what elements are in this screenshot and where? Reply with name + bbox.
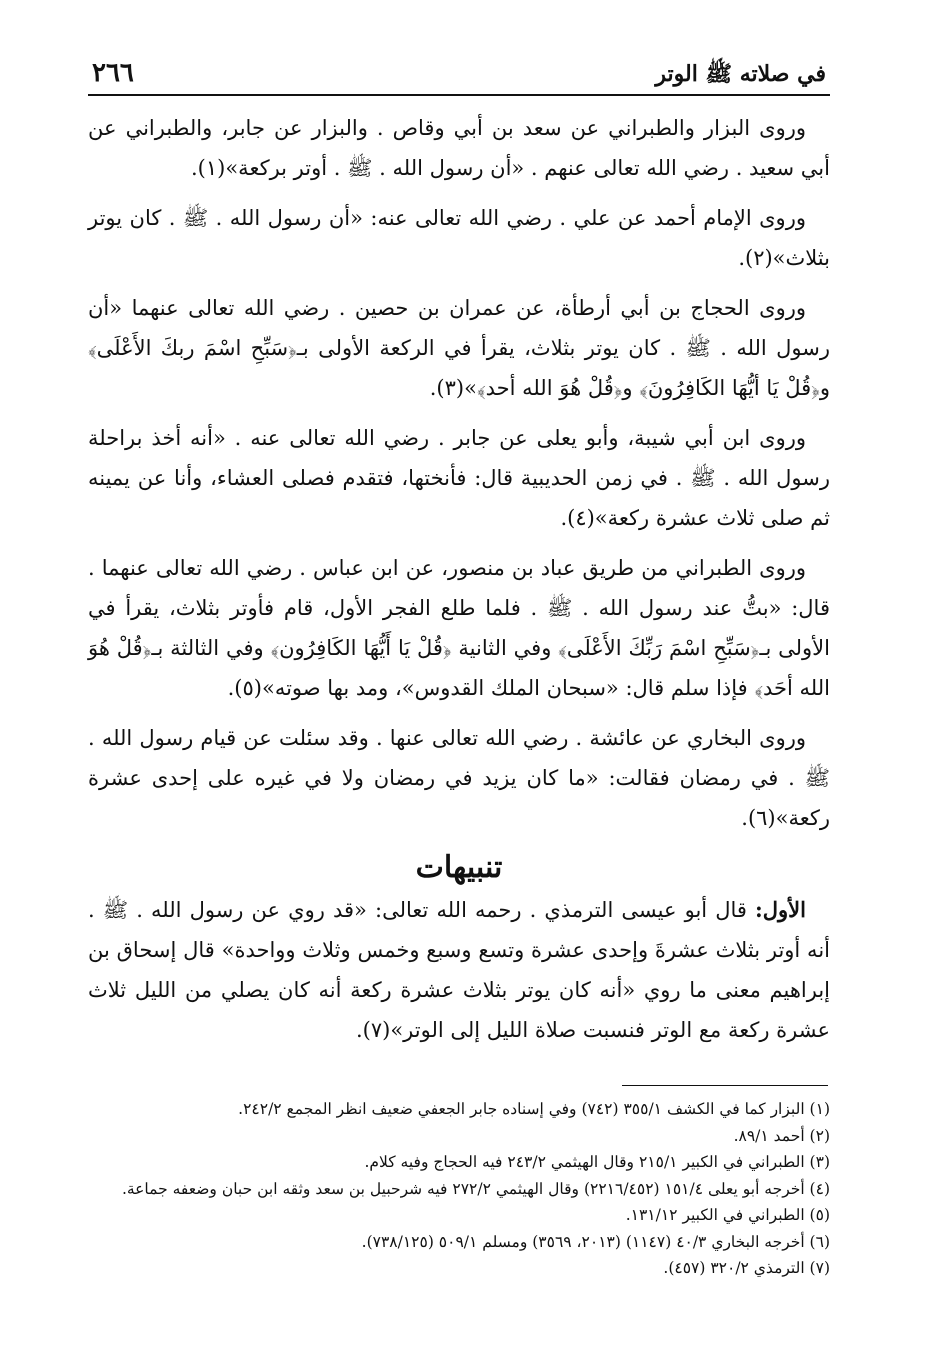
page-header bbox=[88, 50, 830, 96]
paragraph-1: وروى البزار والطبراني عن سعد بن أبي وقاص . والبزار عن جابر، والطبراني عن أبي سعيد . رضي الله تعالى عنهم . «أن رسول الله . ﷺ . أوتر بركعة»(١). bbox=[88, 116, 830, 180]
paragraph-2: وروى الإمام أحمد عن علي . رضي الله تعالى عنه: «أن رسول الله . ﷺ . كان يوتر بثلاث»(٢). bbox=[88, 206, 830, 270]
page-number: ٢٦٦ bbox=[92, 58, 134, 88]
section-title: تنبيهات bbox=[415, 850, 503, 885]
footnote-2: (٢) أحمد ٨٩/١. bbox=[733, 1126, 830, 1145]
running-head: في صلاته ﷺ الوتر bbox=[655, 61, 826, 87]
paragraph-6: وروى البخاري عن عائشة . رضي الله تعالى عنها . وقد سئلت عن قيام رسول الله . ﷺ . في رمضان فقالت: «ما كان يزيد في رمضان ولا في غيره على إحدى عشرة ركعة»(٦). bbox=[88, 726, 830, 830]
main-text bbox=[88, 108, 830, 1060]
footnote-3: (٣) الطبراني في الكبير ٢١٥/١ وقال الهيثمي ٢٤٣/٢ فيه الحجاج وفيه كلام. bbox=[364, 1153, 830, 1171]
footnote-5: (٥) الطبراني في الكبير ١٣١/١٢. bbox=[625, 1206, 830, 1224]
footnote-4: (٤) أخرجه أبو يعلى ١٥١/٤ (٢٢١٦/٤٥٢) وقال الهيثمي ٢٧٢/٢ فيه شرحبيل بن سعد وثقه ابن حبان وضعفه جماعة. bbox=[121, 1179, 830, 1198]
paragraph-5: وروى الطبراني من طريق عباد بن منصور، عن ابن عباس . رضي الله تعالى عنهما . قال: «بتُّ عند رسول الله . ﷺ . فلما طلع الفجر الأول، قام فأوتر بثلاث، يقرأ في الأولى بـ﴿سَبِّحِ اسْمَ رَبِّكَ الأَعْلَى﴾ وفي الثانية ﴿قُلْ يَا أَيُّهَا الكَافِرُون﴾ وفي الثالثة بـ﴿قُلْ هُوَ الله أحَد﴾ فإذا سلم قال: «سبحان الملك القدوس»، ومد بها صوته»(٥). bbox=[88, 556, 830, 700]
footnote-7: (٧) الترمذي ٣٢٠/٢ (٤٥٧). bbox=[663, 1259, 830, 1277]
paragraph-4: وروى ابن أبي شيبة، وأبو يعلى عن جابر . رضي الله تعالى عنه . «أنه أخذ براحلة رسول الله . ﷺ . في زمن الحديبية قال: فأنختها، فتقدم فصلى العشاء، وأنا عن يمينه ثم صلى ثلاث عشرة ركعة»(٤). bbox=[88, 426, 830, 530]
paragraph-3: وروى الحجاج بن أبي أرطأة، عن عمران بن حصين . رضي الله تعالى عنهما «أن رسول الله . ﷺ . كان يوتر بثلاث، يقرأ في الركعة الأولى بـ﴿سَبِّحِ اسْمَ ربكَ الأَعْلَى﴾ و﴿قُلْ يَا أيُّهَا الكَافِرُونَ﴾ و﴿قُلْ هُوَ الله أحد﴾»(٣). bbox=[88, 296, 830, 400]
footnote-1: (١) البزار كما في الكشف ٣٥٥/١ (٧٤٢) وفي إسناده جابر الجعفي ضعيف انظر المجمع ٢٤٢/٢. bbox=[238, 1100, 830, 1118]
footnote-6: (٦) أخرجه البخاري ٤٠/٣ (١١٤٧) (٢٠١٣، ٣٥٦٩) ومسلم ٥٠٩/١ (٧٣٨/١٢٥). bbox=[361, 1232, 830, 1251]
paragraph-7-lead: الأول: bbox=[755, 897, 806, 922]
paragraph-7-text: قال أبو عيسى الترمذي . رحمه الله تعالى: «قد روي عن رسول الله . ﷺ . أنه أوتر بثلاث عشرةَ وإحدى عشرة وتسع وسبع وخمس وثلاث وواحدة» قال إسحاق بن إبراهيم معنى ما روي «أنه كان يوتر بثلاث عشرة ركعة أنه كان يصلي من الليل ثلاث عشرة ركعة مع الوتر فنسبت صلاة الليل إلى الوتر»(٧). bbox=[88, 898, 830, 1042]
paragraph-7 bbox=[88, 890, 830, 1050]
footnotes bbox=[88, 1096, 830, 1282]
footnote-separator bbox=[622, 1085, 828, 1086]
